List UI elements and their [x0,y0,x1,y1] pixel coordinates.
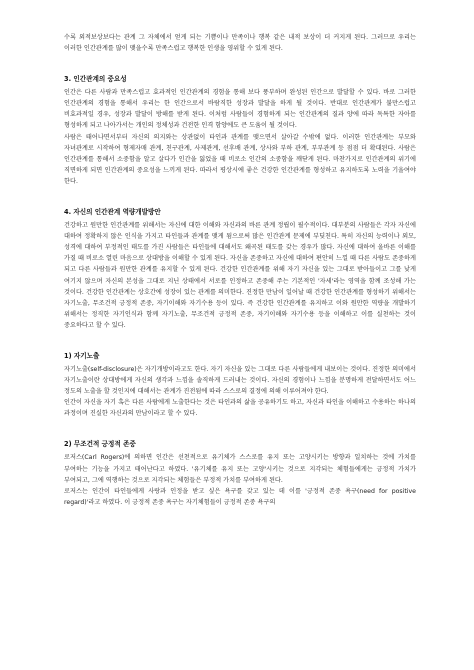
body-paragraph: 사람은 태어나면서부터 자신의 의지와는 상관없이 타인과 관계를 맺으면서 살아갈 수밖에 없다. 이러한 인간관계는 부모와 자녀관계로 시작하여 형제자매 관계, 친구관계, 사제관계, 선후배 관계, 상사와 부하 관계, 부부관계 등 점점 더 확대된다. 사람은 인간관계를 통해서 소중함을 알고 살다가 인간을 잃었을 때 비로소 인간의 소중함을 깨닫게 된다. 마찬가지로 인간관계의 위기에 직면하게 되면 인간관계의 중요성을 느끼게 된다. 따라서 평상시에 좋은 건강한 인간관계를 형성하고 유지하도록 노력을 기울여야 한다. [64,133,416,185]
section-heading: 3. 인간관계의 중요성 [64,75,127,84]
intro-paragraph: 수록 외적보상보다는 관계 그 자체에서 얻게 되는 기쁨이나 만족이나 행복 같은 내적 보상이 더 커지게 된다. 그러므로 우리는 이러한 인간관계를 많이 맺을수록 만족스럽고 행복한 인생을 영위할 수 있게 된다. [64,34,416,53]
section-positive-regard [64,439,416,507]
body-paragraph: 건강하고 원만한 인간관계를 위해서는 자신에 대한 이해와 자신과의 바른 관계 정립이 필수적이다. 대부분의 사람들은 각자 자신에 대하여 정확하지 않은 인식을 가지고 타인들과 관계를 맺게 됨으로써 많은 인간관계 문제에 부딪친다. 특히 자신의 능력이나 외모, 성격에 대하여 부정적인 태도를 가진 사람들은 타인들에 대해서도 왜곡된 태도를 갖는 경우가 많다. 자신에 대하여 올바른 이해를 가질 때 비로소 열린 마음으로 상대방을 이해할 수 있게 된다. 자신을 존중하고 자신에 대하여 편안히 느낄 때 다른 사람도 존중하게 되고 다른 사람들과 원만한 관계를 유지할 수 있게 된다. 건강한 인간관계를 위해 자기 자신을 있는 그대로 받아들이고 그를 낮게 여기지 않으며 자신의 본성을 그대로 지닌 상태에서 서로를 인정하고 존중해 주는 기본적인 '자세'라는 영역을 함께 조성해 가는 것이다. 건강한 인간관계는 상호간에 성장이 있는 관계를 의미한다. 진정한 만남이 일어날 때 건강한 인간관계를 형성하기 위해서는 자기노출, 무조건적 긍정적 존중, 자기이해와 자기수용 등이 있다. 즉 건강한 인간관계를 유지하고 이와 원만한 역량을 개발하기 위해서는 정직한 자기인식과 함께 자기노출, 무조건적 긍정적 존중, 자기이해와 자기수용 등을 이해하고 이를 실천하는 것이 중요하다고 할 수 있다. [64,222,416,329]
section-competency [64,207,416,331]
body-paragraph: 로저스(Carl Rogers)에 의하면 인간은 선천적으로 유기체가 스스로를 유지 또는 고양시키는 방향과 일치하는 것에 가치를 부여하는 기능을 가지고 태어난다고 하였다. '유기체를 유지 또는 고양'시키는 것으로 지각되는 체험들에게는 긍정적 가치가 부여되고, 그에 역행하는 것으로 지각되는 체험들은 부정적 가치를 부여하게 된다. [64,454,416,484]
body-paragraph: 인간이 자신을 자기 혹은 다른 사람에게 노출한다는 것은 타인과의 삶을 공유하기도 하고, 자신과 타인을 이해하고 수용하는 하나의 과정이며 진실한 자신과의 만남이라고 할 수 있다. [64,399,416,418]
body-paragraph: 인간은 다른 사람과 만족스럽고 효과적인 인간관계의 경험을 통해 보다 풍부하며 완성된 인간으로 발달할 수 있다. 바로 그러한 인간관계의 경험을 통해서 우리는 한 인간으로서 바람직한 성장과 발달을 하게 될 것이다. 반대로 인간관계가 불만스럽고 비효과적일 경우, 성장과 발달이 방해를 받게 된다. 이처럼 사람들이 경험하게 되는 인간관계의 질과 양에 따라 독특한 자아를 형성하게 되고 나아가서는 개인의 정체성과 건전한 인격 함양에도 큰 도움이 될 것이다. [64,89,416,130]
section-heading: 4. 자신의 인간관계 역량개발방안 [64,208,161,217]
subsection-heading: 2) 무조건적 긍정적 존중 [64,440,136,449]
body-paragraph: 로저스는 인간이 타인들에게 사랑과 인정을 받고 싶은 욕구를 갖고 있는 데 이를 '긍정적 존중 욕구(need for positive regard)'라고 하였다. 이 긍정적 존중 욕구는 자기체험들이 긍정적 존중 욕구의 [64,487,416,506]
section-importance [64,74,416,187]
section-self-disclosure [64,351,416,419]
subsection-heading: 1) 자기노출 [64,351,100,360]
body-paragraph: 자기노출(self-disclosure)은 자기개방이라고도 한다. 자기 자신을 있는 그대로 다른 사람들에게 내보이는 것이다. 진정한 의미에서 자기노출이란 상대방에게 자신의 생각과 느낌을 솔직하게 드러내는 것이다. 자신의 경험이나 느낌을 분명하게 전달하면서도 어느 정도의 노출을 할 것인지에 대해서는 관계가 진전됨에 따라 스스로의 결정에 의해 이루어져야 한다. [64,365,416,396]
